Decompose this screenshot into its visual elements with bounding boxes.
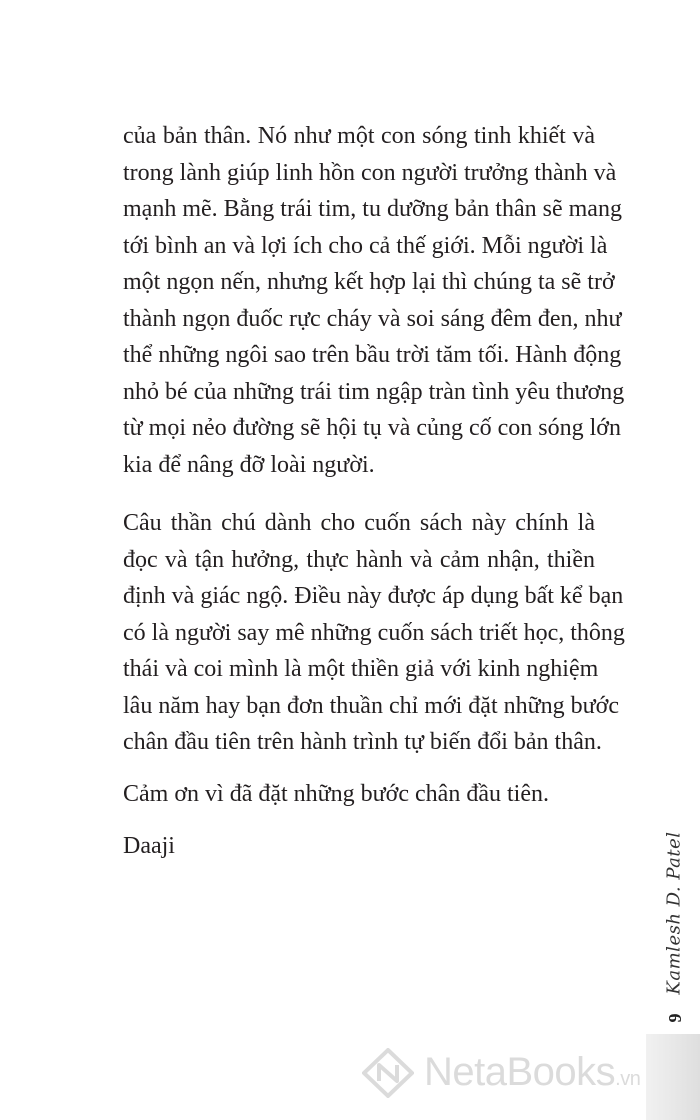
watermark-text — [424, 1050, 640, 1095]
text-line: một ngọn nến, nhưng kết hợp lại thì chúng ta sẽ trở — [123, 269, 615, 295]
text-line: chân đầu tiên trên hành trình tự biến đổi bản thân. — [123, 729, 602, 755]
page-body — [123, 118, 625, 499]
text-line: kia để nâng đỡ loài người. — [123, 451, 375, 478]
text-line: của bản thân. Nó như một con sóng tinh khiết và — [123, 123, 595, 149]
netabooks-logo-icon — [362, 1048, 414, 1098]
text-line: mạnh mẽ. Bằng trái tim, tu dưỡng bản thân sẽ mang — [123, 196, 622, 222]
signature-name: Daaji — [123, 833, 175, 859]
paragraph-2-lines — [123, 505, 625, 761]
watermark-suffix: .vn — [615, 1068, 641, 1090]
running-header — [654, 831, 694, 995]
text-line: trong lành giúp linh hồn con người trưởng thành và — [123, 159, 617, 186]
text-line: Cảm ơn vì đã đặt những bước chân đầu tiên. — [123, 781, 549, 807]
text-line: thể những ngôi sao trên bầu trời tăm tối. Hành động — [123, 342, 622, 368]
paragraph-1 — [123, 118, 625, 483]
paragraph-3 — [123, 776, 595, 813]
text-line: đọc và tận hưởng, thực hành và cảm nhận, thiền — [123, 546, 595, 573]
watermark-brand: NetaBooks — [424, 1050, 616, 1094]
text-line: lâu năm hay bạn đơn thuần chỉ mới đặt những bước — [123, 692, 619, 719]
text-line: có là người say mê những cuốn sách triết học, thông — [123, 619, 625, 646]
text-line: nhỏ bé của những trái tim ngập tràn tình yêu thương — [123, 378, 625, 405]
text-line: tới bình an và lợi ích cho cả thế giới. Mỗi người là — [123, 232, 608, 259]
text-line: Câu thần chú dành cho cuốn sách này chính là — [123, 510, 595, 536]
watermark — [362, 1048, 692, 1098]
text-line: định và giác ngộ. Điều này được áp dụng bất kể bạn — [123, 583, 624, 609]
page-body-continued — [123, 505, 625, 880]
page-number: 9 — [665, 1013, 685, 1023]
text-line: từ mọi nẻo đường sẽ hội tụ và củng cố con sóng lớn — [123, 415, 621, 441]
text-line: thái và coi mình là một thiền giả với kinh nghiệm — [123, 656, 599, 682]
author-name: Kamlesh D. Patel — [663, 831, 685, 995]
text-line: thành ngọn đuốc rực cháy và soi sáng đêm đen, như — [123, 305, 622, 332]
signature — [123, 828, 595, 865]
